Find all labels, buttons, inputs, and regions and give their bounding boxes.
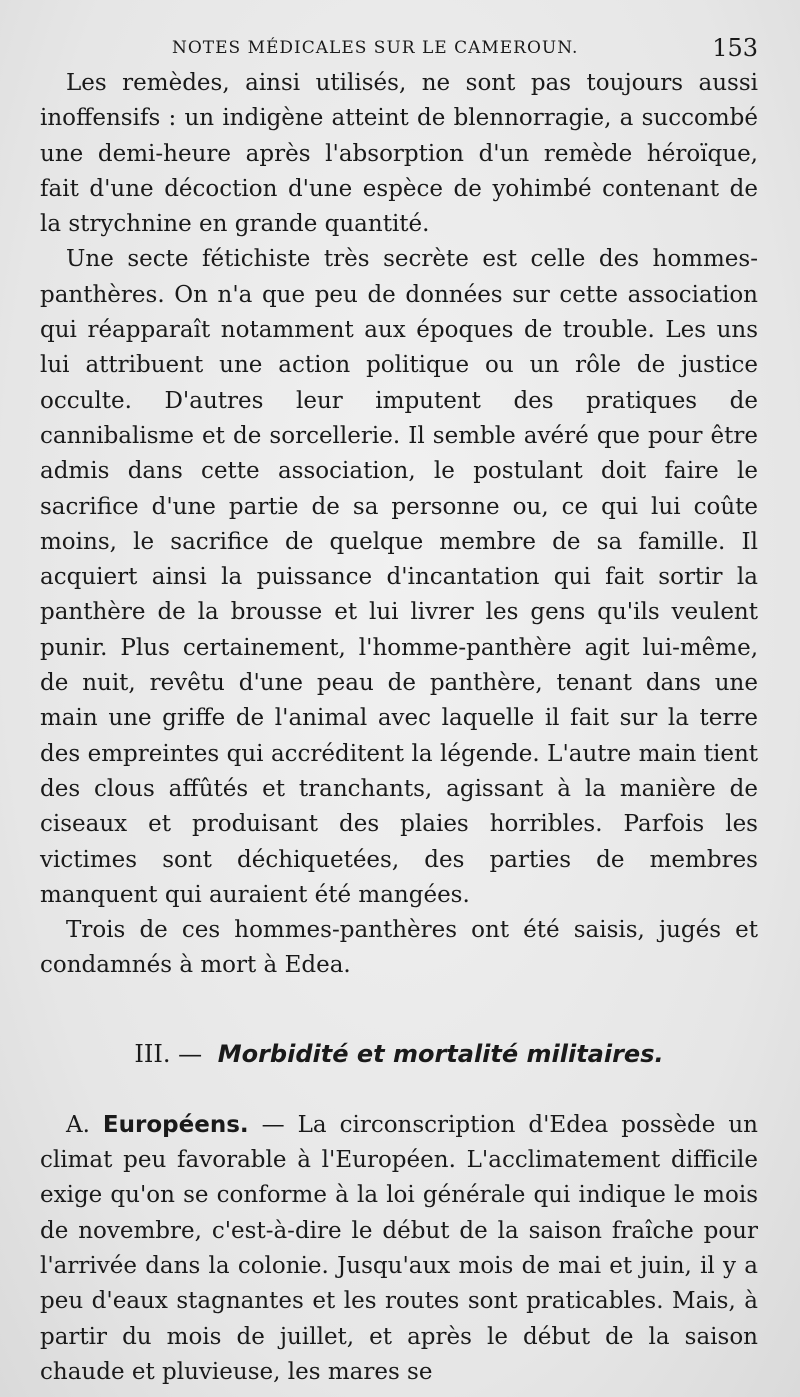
section-numeral: III. — <box>134 1039 203 1068</box>
paragraph-europeans <box>40 1108 758 1390</box>
subsection-label: A. <box>66 1111 103 1138</box>
running-title: NOTES MÉDICALES SUR LE CAMEROUN. <box>172 38 579 58</box>
paragraph-remedies: Les remèdes, ainsi utilisés, ne sont pas toujours aussi inoffensifs : un indigène atteint de blennorragie, a succombé une demi-heure après l'absorption d'un remède héroïque, fait d'une décoction d'une espèce de yohimbé contenant de la strychnine en grande quantité. <box>40 70 758 238</box>
paragraph-condemned: Trois de ces hommes-panthères ont été saisis, jugés et condamnés à mort à Edea. <box>40 917 758 979</box>
running-head <box>40 34 758 62</box>
section-title: Morbidité et mortalité militaires. <box>217 1039 664 1068</box>
subsection-text: — La circonscription d'Edea possède un climat peu favorable à l'Européen. L'acclimatement difficile exige qu'on se conforme à la loi générale qui indique le mois de novembre, c'est-à-dire le début de la saison fraîche pour l'arrivée dans la colonie. Jusqu'aux mois de mai et juin, il y a peu d'eaux stagnantes et les routes sont praticables. Mais, à partir du mois de juillet, et après le début de la saison chaude et pluvieuse, les mares se <box>40 1111 758 1385</box>
paragraph-panther-men: Une secte fétichiste très secrète est celle des hommes-panthères. On n'a que peu de données sur cette association qui réapparaît notamment aux époques de trouble. Les uns lui attribuent une action politique ou un rôle de justice occulte. D'autres leur imputent des pratiques de cannibalisme et de sorcellerie. Il semble avéré que pour être admis dans cette association, le postulant doit faire le sacrifice d'une partie de sa personne ou, ce qui lui coûte moins, le sacrifice de quelque membre de sa famille. Il acquiert ainsi la puissance d'incantation qui fait sortir la panthère de la brousse et lui livrer les gens qu'ils veulent punir. Plus certainement, l'homme-panthère agit lui-même, de nuit, revêtu d'une peau de panthère, tenant dans une main une griffe de l'animal avec laquelle il fait sur la terre des empreintes qui accréditent la légende. L'autre main tient des clous affûtés et tranchants, agissant à la manière de ciseaux et produisant des plaies horribles. Parfois les victimes sont déchiquetées, des parties de membres manquent qui auraient été mangées. <box>40 246 758 908</box>
page-number: 153 <box>712 34 758 62</box>
section-heading <box>40 1040 758 1068</box>
subsection-heading: Européens. <box>102 1111 249 1138</box>
